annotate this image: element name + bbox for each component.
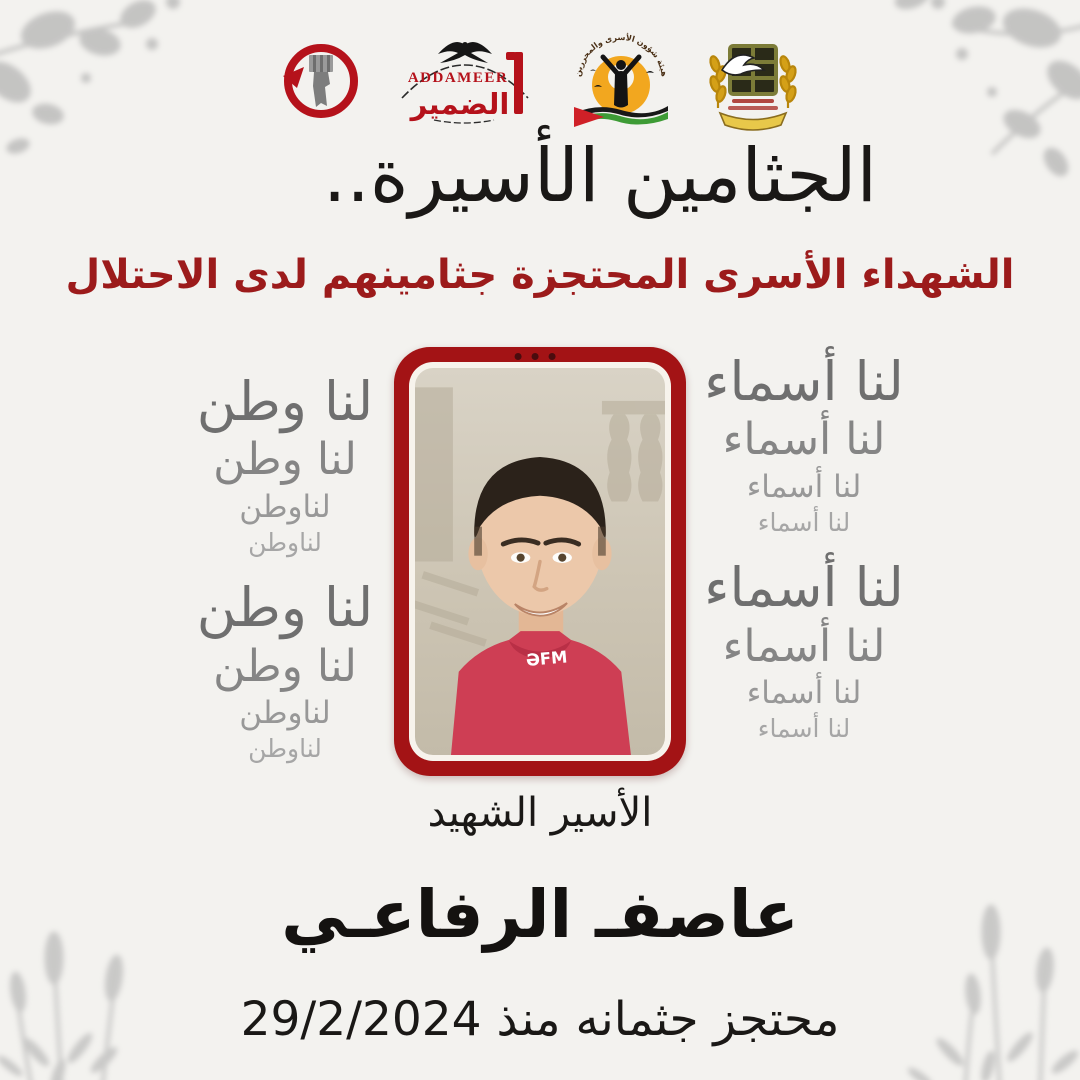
watermark-column-left: [148, 372, 422, 785]
watermark-text: لناوطن: [248, 734, 322, 764]
watermark-column-right: [664, 352, 944, 765]
addameer-en-label: ADDAMEER: [407, 70, 509, 86]
prisoners-club-logo-icon: [706, 28, 800, 134]
commission-arc-text: هيئة شؤون الأسرى والمحررين: [573, 32, 669, 78]
watermark-text: لنا وطن: [213, 640, 357, 692]
detainees-commission-logo-icon: [568, 27, 674, 135]
watermark-group: [197, 578, 374, 762]
watermark-text: لنا وطن: [196, 370, 374, 433]
watermark-group: [704, 352, 904, 536]
addameer-ar-label: الضمير: [410, 87, 510, 121]
poster-subtitle: الشهداء الأسرى المحتجزة جثامينهم لدى الاحتلال: [65, 252, 1015, 298]
addameer-logo-icon: [394, 32, 536, 130]
watermark-text: لنا أسماء: [757, 507, 851, 537]
portrait-inner-border: [409, 362, 671, 761]
watermark-text: لنا أسماء: [757, 714, 851, 744]
watermark-text: لنا وطن: [196, 576, 374, 640]
watermark-text: لنا أسماء: [722, 414, 886, 466]
watermark-group: [704, 558, 904, 742]
watermark-text: لنا أسماء: [746, 675, 862, 712]
watermark-text: لنا أسماء: [746, 468, 862, 505]
portrait-frame: [394, 347, 686, 776]
watermark-text: لناوطن: [239, 488, 331, 525]
martyr-name: عاصفـ الرفاعـي: [281, 876, 799, 953]
martyr-portrait-photo: [415, 368, 665, 755]
prisoner-ring-logo-icon: [280, 40, 362, 122]
watermark-group: [197, 372, 374, 556]
organization-logos: [0, 26, 1080, 136]
watermark-text: لناوطن: [239, 695, 331, 732]
shirt-label: ƏFM: [525, 647, 569, 670]
watermark-text: لنا أسماء: [722, 620, 886, 672]
frame-camera-dots-icon: [515, 353, 556, 360]
watermark-text: لنا أسماء: [704, 350, 904, 413]
watermark-text: لنا أسماء: [704, 556, 904, 620]
detention-date-line: محتجز جثمانه منذ 29/2/2024: [240, 992, 840, 1047]
watermark-text: لنا وطن: [213, 434, 357, 486]
martyr-caption: الأسير الشهيد: [427, 790, 653, 836]
poster-title: الجثامين الأسيرة..: [322, 133, 878, 219]
watermark-text: لناوطن: [248, 527, 322, 557]
